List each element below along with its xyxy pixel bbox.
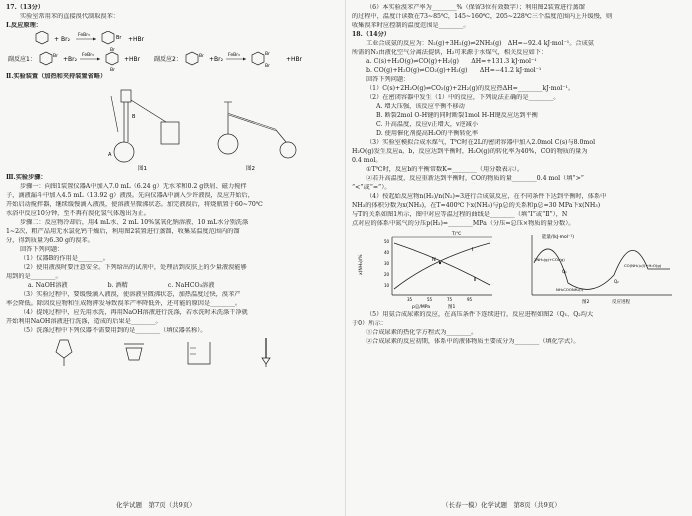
graph-2-end-label: CO(NH₂)₂(l)+H₂O(g) [624, 262, 662, 268]
figure-1-label: 图1 [138, 165, 147, 172]
left-footer: 化学试题 第7页（共9页） [116, 500, 196, 509]
equation-a: a. C(s)+H₂O(g)⇌CO(g)+H₂(g) ΔH=+131.3 kJ·mol⁻¹ [366, 57, 537, 65]
step2-line-1: 步骤二：反应物冷却后，用4 mL水、2 mL 10%氢氧化钠溶液、10 mL水分别洗涤 [20, 218, 249, 226]
q18-intro-1: 工业合成氨的反应为：N₂(g)+3H₂(g)⇌2NH₃(g) ΔH=−92.4 kJ·mol⁻¹。合成氨 [366, 39, 594, 47]
graph-2-fig-label: 图2 [582, 299, 590, 305]
step2-line-3: 分，得到质量为6.30 g的溴苯。 [6, 236, 94, 244]
option-a: a. NaOH溶液 [28, 281, 68, 289]
right-column [352, 0, 686, 516]
graph-2-xlabel: 反应进程 [612, 299, 630, 305]
question-4-line-2: 开始利用NaOH溶液进行洗涤，造成的后果是________。 [6, 317, 162, 325]
part-3-line-2: H₂O(g)发生反应a，b，反应达到平衡时，H₂O(g)的转化率为40%，CO的物质的量为 [352, 147, 588, 155]
graph-2-energy-curve [534, 249, 670, 289]
option-c: c. NaHCO₃溶液 [167, 281, 215, 289]
part-2-option-d: D. 使用催化剂提高H₂O的平衡转化率 [376, 129, 479, 137]
graph-1-ytick-40: 40 [384, 249, 390, 255]
graph-1-curve-i-label: Ⅰ [472, 246, 474, 253]
main-reaction [6, 31, 340, 47]
graph-1-ytick-30: 30 [384, 260, 390, 266]
option-b: b. 酒精 [107, 281, 128, 289]
svg-text:Br: Br [265, 51, 270, 57]
side-reaction-1-products: +HBr [124, 55, 141, 63]
question-2-cont: 用到的是________。 [6, 272, 62, 280]
graph-2-q2: Q₂ [614, 278, 619, 284]
part-5-sub-1: ①合成尿素的热化学方程式为________。 [366, 328, 478, 336]
svg-text:B: B [132, 113, 136, 120]
part-4-line-3: 与T的关系如图1所示，图中对应等温过程的曲线是________（填“Ⅰ”或“Ⅱ”），N [352, 210, 568, 218]
section-reaction-principle: Ⅰ.反应原理： [6, 21, 42, 29]
graphs-row [352, 229, 686, 311]
q6-line-3: 收集溴苯时应控制的温度范围是________。 [352, 21, 470, 29]
crucible-icon [124, 344, 144, 360]
part-3-sub-2-cont: “<”或“=”）。 [352, 183, 391, 191]
q6-line-2: 的过程中，温度计读数在73~85℃，145~160℃，205~228℃三个温度范围内上升缓慢，则 [352, 12, 613, 20]
part-2-option-b: B. 断裂2mol O-H键的同时断裂1mol H-H键反应达到平衡 [376, 111, 538, 119]
side-reaction-2-label: 副反应2： [154, 55, 182, 63]
graph-1-curve-ii-label: Ⅱ [474, 276, 477, 283]
side-arrow-1-reagent: FeBr₃ [82, 52, 94, 58]
svg-text:+Br₂: +Br₂ [63, 55, 78, 63]
glassware-row [6, 336, 340, 368]
section-steps: Ⅲ.实验步骤： [6, 173, 47, 181]
side-reactions [6, 47, 340, 73]
svg-text:A: A [108, 151, 112, 158]
part-1: （1）C(s)+2H₂O(g)⇌CO₂(g)+2H₂(g)的反应热ΔH=________kJ·mol⁻¹。 [366, 84, 575, 92]
part-5-line-2: 于0）所示： [352, 319, 387, 327]
equation-b: b. CO(g)+H₂O(g)⇌CO₂(g)+H₂(g) ΔH=−41.2 kJ·mol⁻¹ [366, 66, 542, 74]
q17-intro: 实验室常用苯的直接溴代制取溴苯： [20, 12, 119, 20]
graph-1-point-n [439, 261, 441, 263]
question-4-line-1: （4）提纯过程中，应先用水洗，再用NaOH溶液进行洗涤，若水洗时未洗涤干净就 [20, 308, 248, 316]
figure-1-apparatus [108, 90, 179, 172]
main-reaction-diagram [6, 31, 206, 47]
graph-1-xtick-35: 35 [407, 296, 413, 302]
graph-1-fig-label: 图1 [448, 304, 456, 310]
graph-1-ytick-10: 10 [384, 282, 390, 288]
graph-1-top-label: T/℃ [452, 231, 462, 237]
step1-line-4: 水浴中反应10分钟，至不再有溴化氢气体逸出为止。 [6, 209, 150, 217]
beaker-icon [188, 342, 210, 364]
question-5: （5）洗涤过程中下列仪器不需要用到的是________（填仪器名称）。 [20, 326, 207, 334]
part-2-option-a: A. 增大压强，该反应平衡不移动 [376, 102, 465, 110]
step1-line-2: 子，滴液漏斗中加入4.5 mL（13.92 g）液溴。先向仪器A中滴入少许液溴，反应开始后， [6, 191, 254, 199]
question-3-line-2: 率会降低。除因反应物和生成物挥发导致溴苯产率降低外，还可能的原因是________。 [6, 299, 242, 307]
question-2: （2）使用液溴时要注意安全。下列给出的试剂中，处理沾到皮肤上的少量液溴能够 [20, 263, 247, 271]
side-reactions-diagram [6, 47, 336, 73]
left-column [6, 0, 340, 516]
burette-icon [262, 338, 270, 367]
side-reaction-2-products: +HBr [286, 55, 303, 63]
graph-2-mid-label: NH₂COONH₄(l) [556, 286, 584, 292]
svg-text:+: + [54, 35, 60, 43]
graph-1-xtick-75: 75 [447, 296, 453, 302]
part-3-sub-2: ②若升高温度，反应重新达到平衡时，CO的物质的量________0.4 mol（填“>” [366, 174, 584, 182]
svg-text:Br: Br [116, 34, 122, 41]
graph-2-start-label: 2NH₃(g)+CO₂(g) [534, 256, 565, 262]
separatory-funnel-icon [56, 340, 72, 366]
side-arrow-2-reagent: FeBr₃ [228, 52, 240, 58]
graph-1-ytick-20: 20 [384, 271, 390, 277]
graph-1-ylabel: x(NH₃)/% [359, 254, 364, 275]
svg-text:Br: Br [110, 47, 115, 53]
side-reaction-1-label: 副反应1： [8, 55, 36, 63]
figure-2-apparatus [218, 102, 296, 172]
column-divider [345, 0, 346, 516]
question-1: （1）仪器B的作用是________。 [20, 254, 109, 262]
part-3-line-1: （3）实验室模拟合成水煤气，T℃时在2L的密闭容器中加入2.0mol C(s)与8.0mol [366, 138, 596, 146]
graph-1-xtick-55: 55 [427, 296, 433, 302]
graph-1-ytick-50: 50 [384, 238, 390, 244]
figure-2-label: 图2 [246, 165, 255, 172]
graphs-diagram [352, 229, 686, 311]
main-reaction-products: +HBr [128, 35, 145, 43]
svg-text:Br₂: Br₂ [61, 35, 70, 43]
graph-1-xlabel: p总/MPa [412, 304, 431, 310]
answer-prompt-right: 回答下列问题： [366, 75, 410, 83]
q18-intro-2: 所需的N₂由液化空气分离法提供，H₂可来源于水煤气，相关反应如下： [352, 48, 548, 56]
apparatus-figures [6, 82, 340, 174]
svg-text:+Br₂: +Br₂ [209, 55, 224, 63]
part-2-option-c: C. 升高温度，反应v正增大，v逆减小 [376, 120, 479, 128]
svg-text:Br: Br [110, 67, 115, 73]
part-5-sub-2: ②合成尿素的反应初期，体系中的液体物质主要成分为________（填化学式）。 [366, 337, 580, 345]
question-3-line-1: （3）实验过程中，要缓慢滴入液溴，使溶液呈微沸状态，加热温度过快，溴苯产 [20, 290, 241, 298]
q6-line-1: （6）本实验溴苯产率为________%（保留3位有效数字）；利用图2装置进行蒸馏 [366, 4, 585, 11]
section-apparatus: Ⅱ.实验装置（加热和夹持装置省略） [6, 72, 107, 80]
apparatus-diagram [6, 82, 336, 174]
graph-1 [358, 231, 492, 310]
part-4-line-1: （4）按起始反应物n(H₂)/n(N₂)=3进行合成氨反应，在不同条件下达到平衡时，体系中 [366, 192, 607, 200]
graph-2-ylabel: 能量/(kJ·mol⁻¹) [542, 234, 574, 240]
right-footer: （长春一模）化学试题 第8页（共9页） [442, 500, 561, 509]
part-4-line-4: 点对应的体系中氮气的分压p(H₂)=________MPa（分压=总压×物质的量分数）。 [352, 219, 575, 227]
step2-line-2: 1~2次，粗产品用无水氯化钙干燥后，利用图2装置进行蒸馏，收集某温度范围内的馏 [6, 227, 240, 235]
main-reagent-label: FeBr₃ [78, 32, 90, 38]
graph-1-xtick-95: 95 [467, 296, 473, 302]
q18-header: 18.（14分） [352, 30, 390, 38]
graph-2 [532, 233, 672, 305]
question-2-options [6, 282, 340, 291]
graph-1-point-n-label: N [432, 256, 436, 263]
part-2: （2）在密闭容器中发生（1）中的反应，下列说法正确的是________。 [366, 93, 560, 101]
svg-text:Br: Br [199, 53, 204, 59]
answer-prompt-left: 回答下列问题： [20, 245, 64, 253]
part-4-line-2: NH₃的体积分数为x(NH₃)，在T=400℃下x(NH₃)与p总的关系和p总=30 MPa下x(NH₃) [352, 201, 601, 209]
part-3-sub-1: ①T℃时，反应b的平衡常数K=________（用分数表示）。 [366, 165, 524, 173]
part-3-line-3: 0.4 mol。 [352, 156, 382, 164]
part-5-line-1: （5）用氨合成尿素的反应，在高压条件下连续进行，反应进程如图2（Q₁、Q₂均大 [366, 310, 594, 318]
step1-line-3: 开始启动搅拌器，继续缓慢滴入液溴，使溶液呈微沸状态。加完液溴后，将烧瓶置于60~70℃ [6, 200, 263, 208]
glassware-diagram [6, 336, 336, 368]
step1-line-1: 步骤一：向图1装置仪器A中加入7.0 mL（6.24 g）无水苯和0.2 g铁屑、磁力搅拌 [20, 182, 247, 190]
q17-header: 17.（13分） [6, 4, 44, 11]
graph-2-q1: Q₁ [562, 268, 567, 274]
svg-text:Br: Br [265, 63, 270, 69]
svg-text:Br: Br [53, 53, 58, 59]
